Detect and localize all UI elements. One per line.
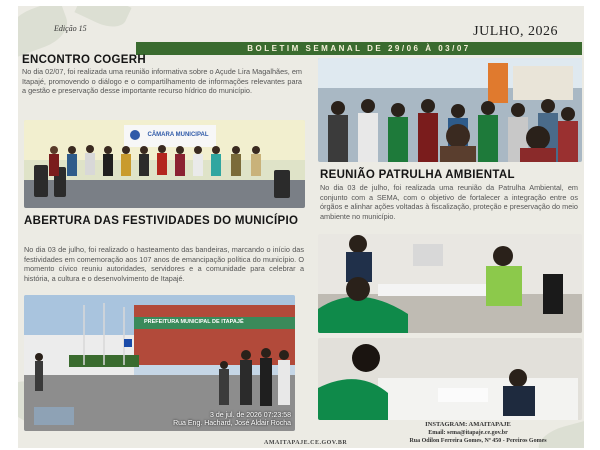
patrol-office-photo [318, 234, 582, 333]
article-title-patrol: REUNIÃO PATRULHA AMBIENTAL [320, 169, 515, 181]
cogerh-sign-text: CÂMARA MUNICIPAL [147, 132, 209, 138]
article-body-festivities: No dia 03 de julho, foi realizado o hasteamento das bandeiras, marcando o início das festividades em comemoração aos 107 anos de emancipação política do município. O momento cívico reuniu autoridades, servidores e a comunidade para celebrar a história, a cultura e o desenvolvimento de Itapajé. [24, 245, 304, 283]
footer-address: Rua Odilon Ferreira Gomes, Nº 450 - Pereiros Gomes [409, 438, 547, 444]
weekly-banner: BOLETIM SEMANAL DE 29/06 À 03/07 [136, 42, 582, 55]
footer-signoff: AMAITAPAJE.CE.GOV.BR [264, 440, 348, 446]
article-title-festivities: ABERTURA DAS FESTIVIDADES DO MUNICÍPIO [24, 215, 299, 227]
flag-ceremony-photo [24, 295, 295, 431]
article-body-cogerh: No dia 02/07, foi realizada uma reunião informativa sobre o Açude Lira Magalhães, em Itapajé, promovendo o diálogo e o compartilhamento de informações relevantes para a gestão e preservação desse importante recurso hídrico do município. [22, 67, 302, 95]
month-label: JULHO, 2026 [473, 24, 558, 39]
flag-ceremony-illustration [24, 295, 295, 431]
article-title-cogerh: ENCONTRO COGERH [22, 54, 146, 66]
photo-caption-time: 3 de jul. de 2026 07:23:58 [210, 412, 291, 419]
form-signing-illustration [318, 338, 582, 420]
patrol-meeting-crowd-photo [318, 58, 582, 162]
office-illustration [318, 234, 582, 333]
crowd-illustration [318, 58, 582, 162]
prefeitura-sign-text: PREFEITURA MUNICIPAL DE ITAPAJÉ [144, 319, 244, 325]
photo-caption [173, 412, 291, 428]
footer-email: Email: sema@itapaje.ce.gov.br [428, 430, 508, 436]
cogerh-meeting-photo [24, 120, 305, 208]
article-body-patrol: No dia 03 de julho, foi realizada uma reunião da Patrulha Ambiental, em conjunto com a SEMA, com o objetivo de fortalecer a integração entre os órgãos e alinhar ações voltadas à fiscalização, proteção e preservação do meio ambiente no município. [320, 183, 578, 221]
footer-instagram: INSTAGRAM: AMAITAPAJE [425, 421, 511, 428]
edition-label: Edição 15 [54, 24, 87, 33]
patrol-form-photo [318, 338, 582, 420]
newsletter-page [18, 6, 584, 448]
photo-caption-place: Rua Eng. Hachard, José Aldair Rocha [173, 420, 291, 427]
